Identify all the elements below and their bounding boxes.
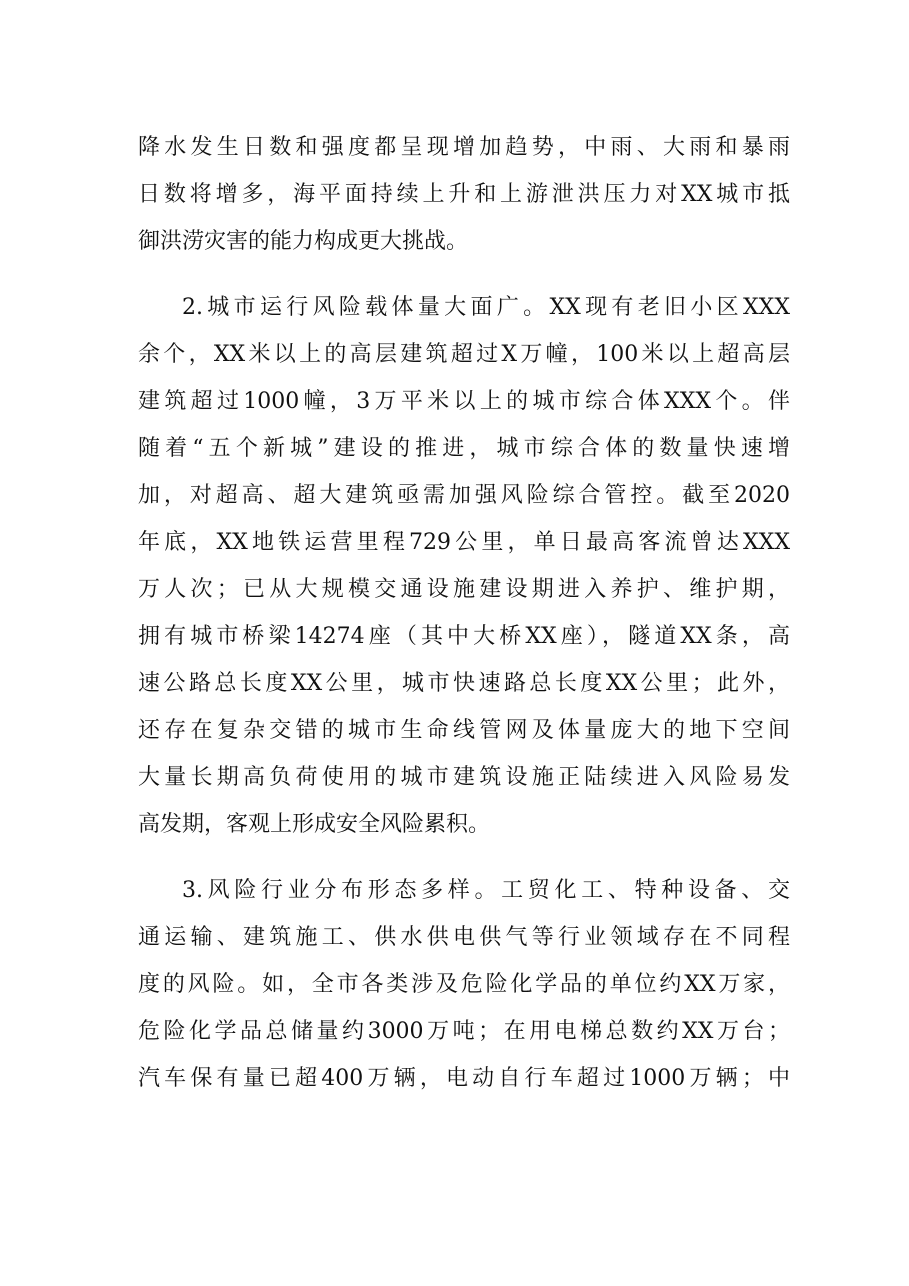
text-line: 万人次；已从大规模交通设施建设期进入养护、维护期， [138,577,790,602]
text-line: 年底，XX地铁运营里程729公里，单日最高客流曾达XXX [138,530,790,555]
paragraph-gap [138,848,790,867]
text-line: 汽车保有量已超400万辆，电动自行车超过1000万辆；中 [138,1066,790,1091]
paragraph-industry-risk [138,867,790,1102]
text-line: 随着“五个新城”建设的推进，城市综合体的数量快速增 [138,436,790,461]
text-line: 高发期，客观上形成安全风险累积。 [138,812,491,837]
paragraph-rainfall-continued [138,124,790,265]
text-line: 2.城市运行风险载体量大面广。XX现有老旧小区XXX [182,295,790,320]
text-line: 余个，XX米以上的高层建筑超过X万幢，100米以上超高层 [138,342,790,367]
document-body [138,124,790,1102]
text-line: 还存在复杂交错的城市生命线管网及体量庞大的地下空间 [138,718,790,743]
text-line: 拥有城市桥梁14274座（其中大桥XX座），隧道XX条，高 [138,624,790,649]
text-line: 加，对超高、超大建筑亟需加强风险综合管控。截至2020 [138,483,790,508]
paragraph-gap [138,265,790,284]
text-line: 建筑超过1000幢，3万平米以上的城市综合体XXX个。伴 [138,389,790,414]
text-line: 3.风险行业分布形态多样。工贸化工、特种设备、交 [182,878,790,903]
text-line: 度的风险。如，全市各类涉及危险化学品的单位约XX万家， [138,972,790,997]
text-line: 危险化学品总储量约3000万吨；在用电梯总数约XX万台； [138,1019,790,1044]
text-line: 通运输、建筑施工、供水供电供气等行业领域存在不同程 [138,925,790,950]
text-line: 大量长期高负荷使用的城市建筑设施正陆续进入风险易发 [138,765,790,790]
text-line: 降水发生日数和强度都呈现增加趋势，中雨、大雨和暴雨 [138,135,790,160]
text-line: 御洪涝灾害的能力构成更大挑战。 [138,229,469,254]
text-line: 速公路总长度XX公里，城市快速路总长度XX公里；此外， [138,671,790,696]
paragraph-urban-operation-risk [138,284,790,848]
text-line: 日数将增多，海平面持续上升和上游泄洪压力对XX城市抵 [138,182,790,207]
